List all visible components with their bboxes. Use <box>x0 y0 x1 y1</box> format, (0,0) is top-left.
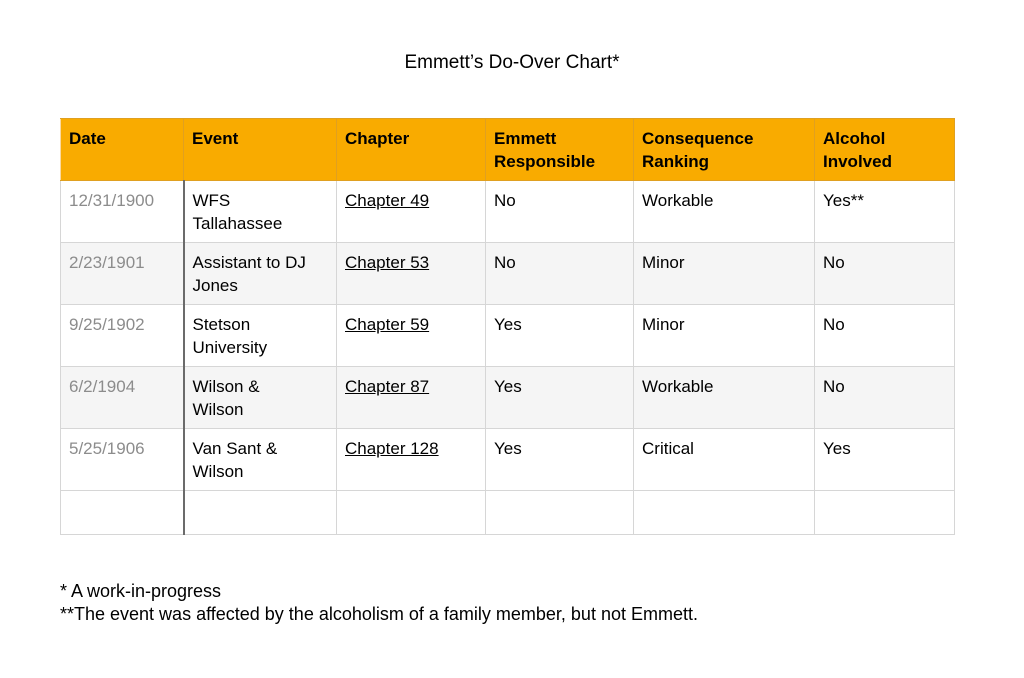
table-header-row <box>61 119 955 181</box>
alcohol-cell: No <box>815 243 955 305</box>
alcohol-cell: No <box>815 367 955 429</box>
chapter-link[interactable]: Chapter 49 <box>345 191 430 210</box>
event-line2: Wilson <box>192 400 244 419</box>
empty-cell <box>184 491 337 535</box>
ranking-cell: Minor <box>634 305 815 367</box>
header-alcohol-involved <box>815 119 955 181</box>
footnote-alcoholism: **The event was affected by the alcoholism of a family member, but not Emmett. <box>60 604 698 624</box>
header-consequence-ranking <box>634 119 815 181</box>
table-row <box>61 305 955 367</box>
header-emmett-responsible <box>486 119 634 181</box>
event-cell <box>184 181 337 243</box>
responsible-cell: No <box>486 181 634 243</box>
empty-cell <box>337 491 486 535</box>
table-row <box>61 367 955 429</box>
event-line1: Assistant to DJ <box>192 253 306 272</box>
event-line2: Tallahassee <box>192 214 283 233</box>
chapter-link[interactable]: Chapter 128 <box>345 439 439 458</box>
date-cell: 9/25/1902 <box>61 305 184 367</box>
ranking-cell: Workable <box>634 181 815 243</box>
date-cell: 6/2/1904 <box>61 367 184 429</box>
chapter-cell <box>337 429 486 491</box>
event-line1: WFS <box>192 191 231 210</box>
header-ranking-line2: Ranking <box>642 152 710 171</box>
footnote-work-in-progress: * A work-in-progress <box>60 581 222 601</box>
event-cell <box>184 429 337 491</box>
chapter-cell <box>337 243 486 305</box>
responsible-cell: Yes <box>486 429 634 491</box>
date-cell: 2/23/1901 <box>61 243 184 305</box>
chapter-cell <box>337 305 486 367</box>
date-cell: 5/25/1906 <box>61 429 184 491</box>
table-row <box>61 429 955 491</box>
event-cell <box>184 243 337 305</box>
event-line2: Jones <box>192 276 238 295</box>
chapter-link[interactable]: Chapter 53 <box>345 253 430 272</box>
event-line1: Wilson & <box>192 377 260 396</box>
event-line2: University <box>192 338 268 357</box>
header-alcohol-line2: Involved <box>823 152 892 171</box>
ranking-cell: Critical <box>634 429 815 491</box>
date-cell: 12/31/1900 <box>61 181 184 243</box>
responsible-cell: No <box>486 243 634 305</box>
responsible-cell: Yes <box>486 305 634 367</box>
table-row <box>61 181 955 243</box>
chapter-cell <box>337 181 486 243</box>
empty-cell <box>815 491 955 535</box>
empty-cell <box>634 491 815 535</box>
alcohol-cell: No <box>815 305 955 367</box>
ranking-cell: Minor <box>634 243 815 305</box>
chapter-link[interactable]: Chapter 59 <box>345 315 430 334</box>
alcohol-cell: Yes <box>815 429 955 491</box>
footnotes <box>60 580 698 626</box>
ranking-cell: Workable <box>634 367 815 429</box>
header-alcohol-line1: Alcohol <box>823 129 886 148</box>
event-line1: Van Sant & <box>192 439 278 458</box>
header-responsible-line2: Responsible <box>494 152 596 171</box>
chapter-cell <box>337 367 486 429</box>
header-date: Date <box>61 119 184 181</box>
empty-table-row <box>61 491 955 535</box>
empty-cell <box>61 491 184 535</box>
event-cell <box>184 305 337 367</box>
header-chapter: Chapter <box>337 119 486 181</box>
event-line1: Stetson <box>192 315 251 334</box>
alcohol-cell: Yes** <box>815 181 955 243</box>
header-responsible-line1: Emmett <box>494 129 557 148</box>
do-over-table <box>60 118 955 535</box>
event-line2: Wilson <box>192 462 244 481</box>
page-title: Emmett’s Do-Over Chart* <box>404 52 620 73</box>
table-row <box>61 243 955 305</box>
chapter-link[interactable]: Chapter 87 <box>345 377 430 396</box>
responsible-cell: Yes <box>486 367 634 429</box>
header-event: Event <box>184 119 337 181</box>
header-ranking-line1: Consequence <box>642 129 754 148</box>
empty-cell <box>486 491 634 535</box>
event-cell <box>184 367 337 429</box>
